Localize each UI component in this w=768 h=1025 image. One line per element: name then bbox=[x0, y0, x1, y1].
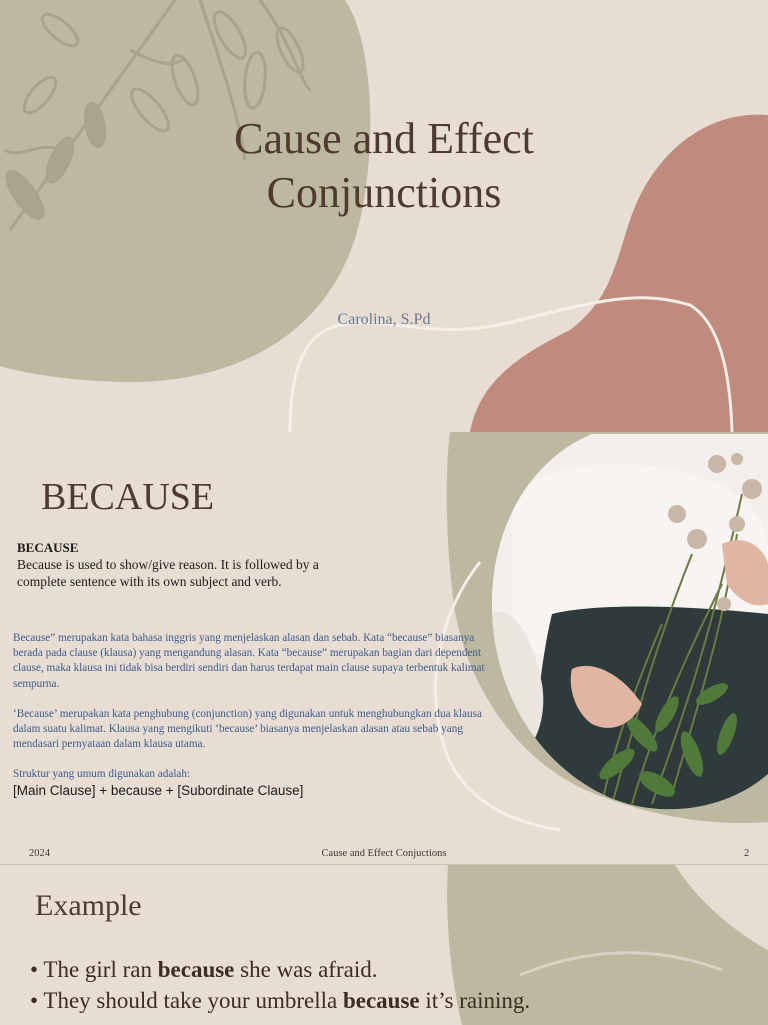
bullet-icon: • bbox=[30, 988, 39, 1013]
title-line-2: Conjunctions bbox=[266, 168, 502, 217]
structure-intro: Struktur yang umum digunakan adalah: bbox=[13, 768, 191, 781]
footer-title: Cause and Effect Conjuctions bbox=[321, 848, 447, 859]
example-sentence-1: • The girl ran because she was afraid. bbox=[30, 957, 378, 982]
section-heading: BECAUSE bbox=[41, 476, 215, 518]
indonesian-explanation bbox=[13, 631, 501, 798]
explanation-paragraph-2: ‘Because’ merupakan kata penghubung (conjunction) yang digunakan untuk menghubungkan dua klausa dalam suatu kalimat. Klausa yang mengikuti ‘because’ biasanya menjelaskan alasan atau sebab yang mendasari pernyataan dalam klausa utama. bbox=[13, 707, 482, 751]
author-name: Carolina, S.Pd bbox=[337, 311, 431, 328]
page-title bbox=[0, 112, 768, 220]
because-slide bbox=[0, 432, 768, 864]
footer-year: 2024 bbox=[29, 848, 50, 859]
footer-page-number: 2 bbox=[744, 848, 750, 859]
explanation-paragraph-1: Because” merupakan kata bahasa inggris yang menjelaskan alasan dan sebab. Kata “because” biasanya berada pada clause (klausa) yang mengandung alasan. Kata “because” merupakan bagian dari dependent clause, maka klausa ini tidak bisa berdiri sendiri dan harus terdapat main clause supaya terbentuk kalimat sempurna. bbox=[13, 632, 485, 690]
keyword: because bbox=[157, 957, 235, 982]
example-heading: Example bbox=[35, 889, 142, 922]
example-slide bbox=[0, 865, 768, 1025]
keyword: because bbox=[342, 988, 420, 1013]
title-line-1: Cause and Effect bbox=[234, 114, 534, 163]
structure-formula: [Main Clause] + because + [Subordinate Clause] bbox=[13, 782, 304, 798]
woman-holding-flowers-photo bbox=[492, 434, 768, 814]
definition-subheading: BECAUSE bbox=[17, 540, 79, 555]
bullet-icon: • bbox=[30, 957, 39, 982]
title-slide bbox=[0, 0, 768, 432]
example-sentence-2: • They should take your umbrella because it’s raining. bbox=[30, 988, 531, 1013]
english-definition: Because is used to show/give reason. It is followed by a complete sentence with its own subject and verb. bbox=[17, 557, 319, 589]
